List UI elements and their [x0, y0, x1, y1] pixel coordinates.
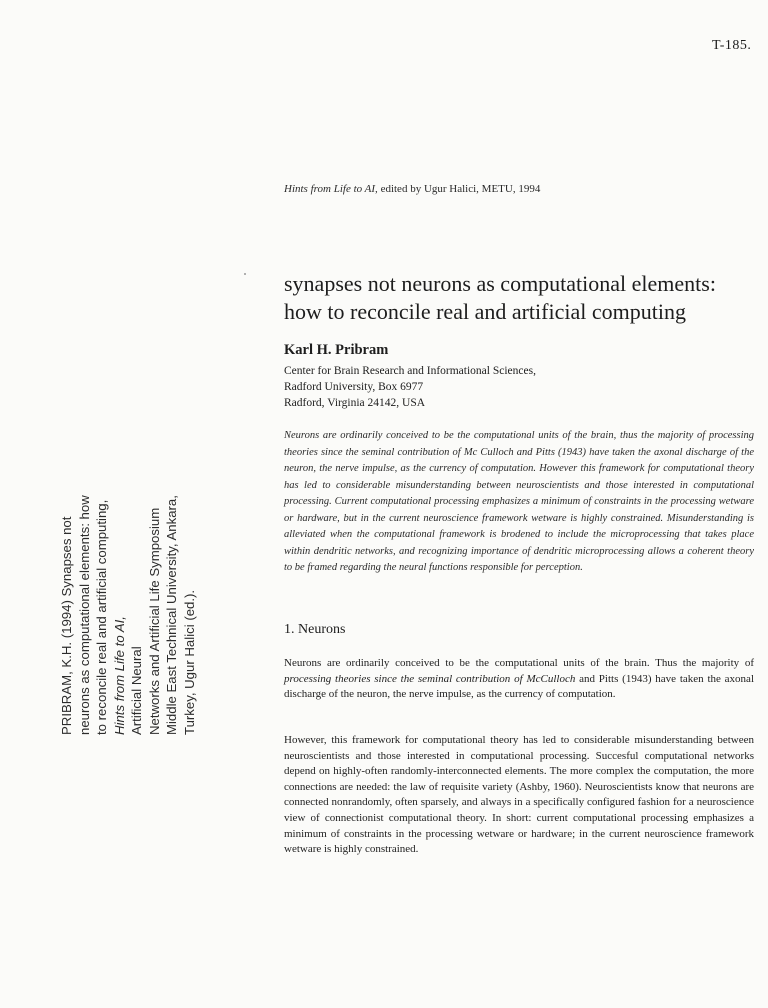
para1-text-start: Neurons are ordinarily conceived to be the computational units of the brain. Thus the majority of — [284, 657, 754, 669]
side-note-line: Turkey, Ugur Halici (ed.). — [181, 589, 197, 735]
affiliation-line: Center for Brain Research and Informational Sciences, — [284, 365, 536, 377]
side-note-line-rest: Artificial Neural — [129, 646, 144, 735]
body-paragraph-1 — [284, 656, 754, 703]
para1-text-end: and Pitts (1943) have taken the axonal discharge of the neuron, the nerve impulse, as the currency of computation. — [284, 672, 754, 701]
abstract: Neurons are ordinarily conceived to be the computational units of the brain, thus the majority of processing theories since the seminal contribution of Mc Culloch and Pitts (1943) have taken the axonal discharge of the neuron, the nerve impulse, as the currency of computation. However this framework for computational theory has led to considerable misunderstanding between neuroscientists and those interested in computational processing. Current computational processing emphasizes a minimum of constraints in the processing wetware or hardware, but in the current neuroscience framework wetware is highly constrained. Misunderstanding is alleviated when the computational framework is brodened to include the microprocessing that takes place within dendritic networks, and recognizing importance of dendritic microprocessing allows a coherent theory to be framed regarding the neural functions responsible for perception. — [284, 430, 754, 573]
citation-side-note — [58, 435, 198, 735]
side-note-line — [111, 435, 146, 735]
side-note-line: to reconcile real and artificial computing, — [94, 499, 109, 735]
author-name: Karl H. Pribram — [284, 342, 389, 358]
title-line-1: synapses not neurons as computational elements: — [284, 271, 716, 296]
side-note-book-title: Hints from Life to AI, — [111, 616, 127, 735]
side-note-line: neurons as computational elements: how — [76, 495, 92, 735]
affiliation-line: Radford, Virginia 24142, USA — [284, 397, 426, 409]
body-paragraph-2: However, this framework for computational theory has led to considerable misunderstanding between neuroscientists and those interested in computational processing. Succesful computational networks depend on highly-often randomly-interconnected elements. The more complex the computation, the more connections are needed: the law of requisite variety (Ashby, 1960). Neuroscientists know that neurons are connected nonrandomly, often sparsely, and always in a specifically configured fashion for a neuroscience view of connectionist computational theory. In short: current computational processing emphasizes a minimum of constraints in the processing wetware or hardware; in the current neuroscience framework wetware is highly constrained. — [284, 734, 754, 856]
source-book-title: Hints from Life to AI, — [284, 183, 378, 195]
para1-text-italic: processing theories since the seminal contribution of McCulloch — [284, 672, 576, 685]
side-note-line: PRIBRAM, K.H. (1994) Synapses not — [59, 516, 74, 735]
paper-title — [284, 270, 754, 326]
side-note-line: Networks and Artificial Life Symposium — [146, 507, 162, 735]
page-number: T-185. — [712, 38, 752, 53]
title-line-2: how to reconcile real and artificial computing — [284, 299, 686, 324]
scan-speck — [244, 273, 246, 275]
affiliation-line: Radford University, Box 6977 — [284, 381, 424, 393]
side-note-line: Middle East Technical University, Ankara, — [164, 495, 179, 735]
section-heading: 1. Neurons — [284, 622, 346, 637]
source-editor: edited by Ugur Halici, METU, 1994 — [380, 183, 541, 195]
author-block — [284, 342, 754, 411]
source-line — [284, 183, 540, 195]
